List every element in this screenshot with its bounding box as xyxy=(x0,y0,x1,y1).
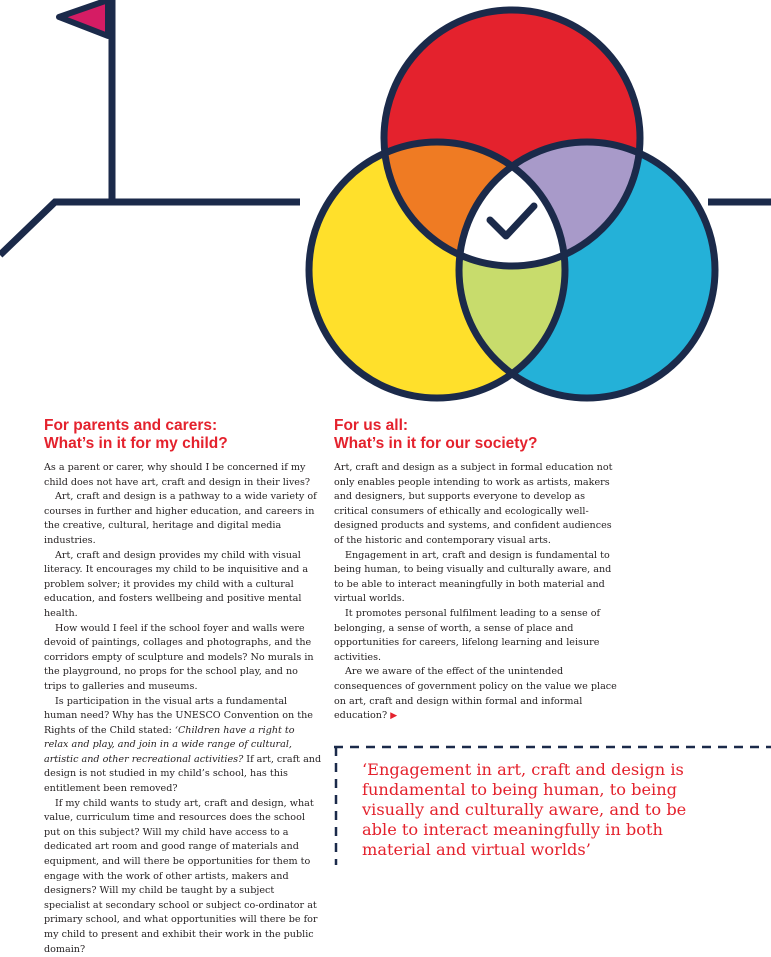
end-marker-icon: ▶ xyxy=(390,711,398,722)
right-column xyxy=(334,461,619,724)
venn-illustration xyxy=(0,0,771,410)
path-line xyxy=(0,202,300,255)
left-paragraph-6: If my child wants to study art, craft and design, what value, curriculum time and resources does the school put on this subject? Will my child have access to a dedicated art room and good range of materials and equipment, and will there be opportunities for them to engage with the work of other artists, makers and designers? Will my child be taught by a subject specialist at secondary school or subject co-ordinator at primary school, and what opportunities will there be for my child to present and exhibit their work in the public domain? xyxy=(44,797,318,955)
right-paragraph-4-text: Are we aware of the effect of the unintended consequences of government policy on the value we place on art, craft and design within formal and informal education? xyxy=(334,666,617,722)
left-column xyxy=(44,461,322,957)
unesco-quote: ‘Children have a right to relax and play, and join in a wide range of cultural, artistic and other recreational activities? xyxy=(44,724,295,765)
left-paragraph-1: As a parent or carer, why should I be concerned if my child does not have art, craft and design in their lives? xyxy=(44,462,311,488)
right-heading-line2: What’s in it for our society? xyxy=(334,435,538,452)
right-paragraph-1: Art, craft and design as a subject in formal education not only enables people intending to work as artists, makers and designers, but supports everyone to develop as critical consumers of ethically and ecologically well-designed products and systems, and confident audiences of the historic and contemporary visual arts. xyxy=(334,462,613,546)
right-paragraph-3: It promotes personal fulfilment leading to a sense of belonging, a sense of worth, a sense of place and opportunities for careers, lifelong learning and leisure activities. xyxy=(334,607,601,663)
left-paragraph-4: How would I feel if the school foyer and walls were devoid of paintings, collages and photographs, and the corridors empty of sculpture and models? No murals in the playground, no props for the school play, and no trips to galleries and museums. xyxy=(44,622,314,692)
left-heading xyxy=(44,417,228,453)
left-paragraph-5 xyxy=(44,695,322,797)
right-paragraph-4 xyxy=(334,665,619,723)
left-heading-line2: What’s in it for my child? xyxy=(44,435,228,452)
pull-quote: ‘Engagement in art, craft and design is fundamental to being human, to being visually and culturally aware, and to be able to interact meaningfully in both material and virtual worlds’ xyxy=(362,760,687,859)
right-paragraph-2: Engagement in art, craft and design is fundamental to being human, to being visually and culturally aware, and to be able to interact meaningfully in both material and virtual worlds. xyxy=(334,549,612,605)
left-heading-line1: For parents and carers: xyxy=(44,417,218,434)
left-paragraph-2: Art, craft and design is a pathway to a wide variety of courses in further and higher education, and careers in the creative, cultural, heritage and digital media industries. xyxy=(44,491,317,546)
flag-icon xyxy=(59,0,108,36)
left-paragraph-5-start: Is participation in the visual arts a fundamental human need? Why has the UNESCO Convention on the Rights of the Child stated: xyxy=(44,695,313,736)
left-paragraph-5-end: If art, craft and design is not studied in my child’s school, has this entitlement been removed? xyxy=(44,753,322,795)
right-heading xyxy=(334,417,538,453)
right-heading-line1: For us all: xyxy=(334,417,409,434)
left-paragraph-3: Art, craft and design provides my child with visual literacy. It encourages my child to be inquisitive and a problem solver; it provides my child with a cultural education, and fosters wellbeing and positive mental health. xyxy=(44,549,309,619)
